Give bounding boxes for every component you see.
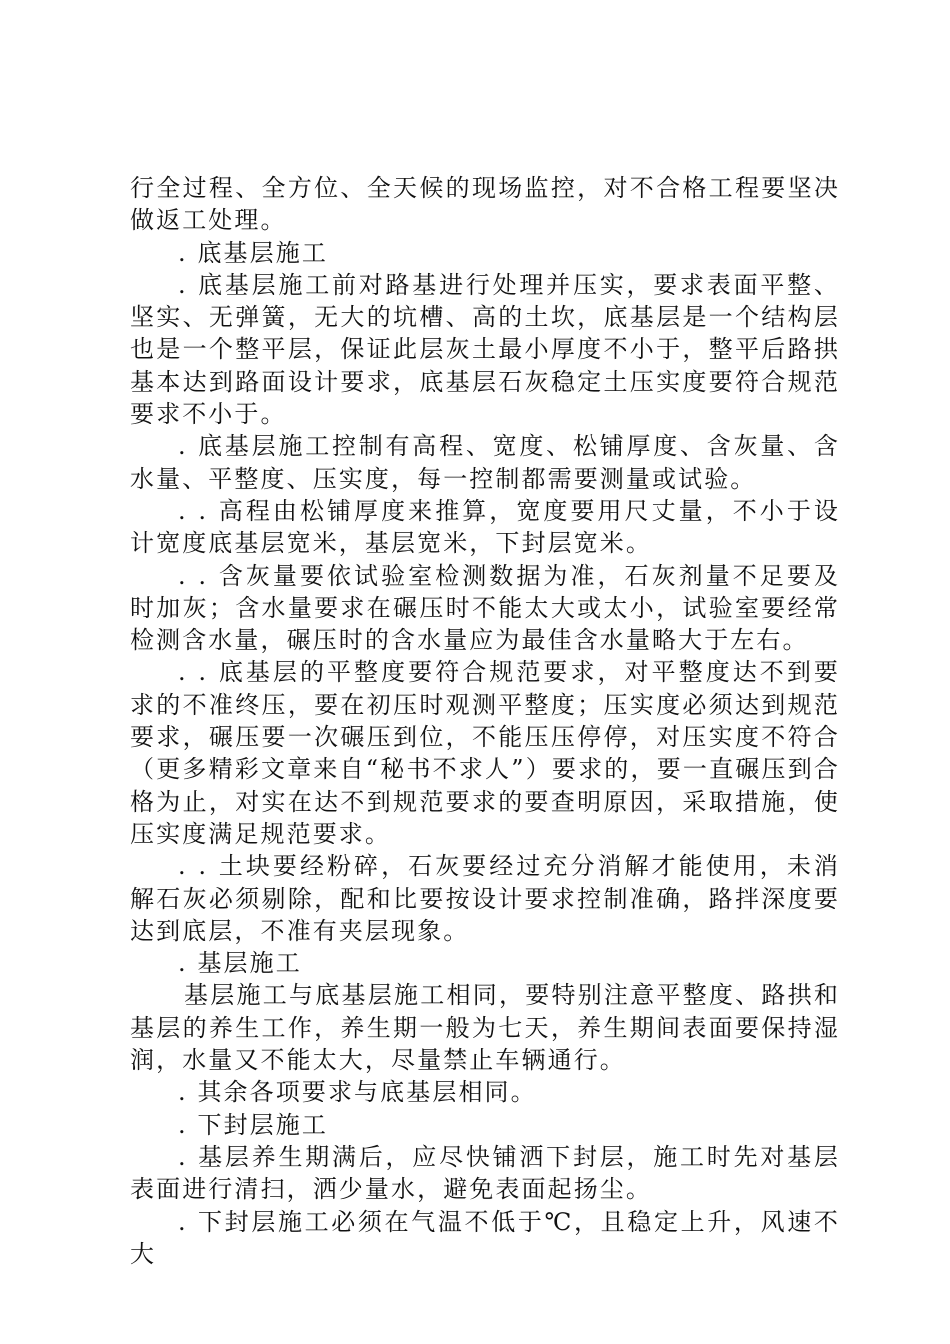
- paragraph-subbase-preparation: . 底基层施工前对路基进行处理并压实，要求表面平整、坚实、无弹簧，无大的坑槽、高的土坎，底基层是一个结构层也是一个整平层，保证此层灰土最小厚度不小于，整平后路拱基本达到路面设计要求，底基层石灰稳定土压实度要符合规范要求不小于。: [130, 270, 840, 429]
- paragraph-lower-seal-temperature: . 下封层施工必须在气温不低于℃，且稳定上升，风速不大: [130, 1207, 840, 1268]
- paragraph-subbase-control: . 底基层施工控制有高程、宽度、松铺厚度、含灰量、含水量、平整度、压实度，每一控制都需要测量或试验。: [130, 432, 840, 493]
- paragraph-base-construction: 基层施工与底基层施工相同，要特别注意平整度、路拱和基层的养生工作，养生期一般为七天，养生期间表面要保持湿润，水量又不能太大，尽量禁止车辆通行。: [130, 981, 840, 1075]
- paragraph-flatness-compaction: . . 底基层的平整度要符合规范要求，对平整度达不到要求的不准终压，要在初压时观测平整度；压实度必须达到规范要求，碾压要一次碾压到位，不能压压停停，对压实度不符合（更多精彩文章来自“秘书不求人”）要求的，要一直碾压到合格为止，对实在达不到规范要求的要查明原因，采取措施，使压实度满足规范要求。: [130, 658, 840, 848]
- document-body: [130, 172, 840, 1270]
- section-heading-base: . 基层施工: [178, 949, 302, 978]
- section-heading-subbase: . 底基层施工: [178, 238, 328, 267]
- paragraph-lime-water-content: . . 含灰量要依试验室检测数据为准，石灰剂量不足要及时加灰；含水量要求在碾压时不能太大或太小，试验室要经常检测含水量，碾压时的含水量应为最佳含水量略大于左右。: [130, 561, 840, 655]
- paragraph-other-requirements: . 其余各项要求与底基层相同。: [178, 1078, 537, 1107]
- paragraph-elevation-width: . . 高程由松铺厚度来推算，宽度要用尺丈量，不小于设计宽度底基层宽米，基层宽米，下封层宽米。: [130, 496, 840, 558]
- paragraph-lower-seal-cleaning: . 基层养生期满后，应尽快铺洒下封层，施工时先对基层表面进行清扫，洒少量水，避免表面起扬尘。: [130, 1142, 840, 1204]
- paragraph-continuation: 行全过程、全方位、全天候的现场监控，对不合格工程要坚决做返工处理。: [130, 174, 840, 235]
- paragraph-soil-lime-mixing: . . 土块要经粉碎，石灰要经过充分消解才能使用，未消解石灰必须剔除，配和比要按设计要求控制准确，路拌深度要达到底层，不准有夹层现象。: [130, 852, 840, 945]
- section-heading-lower-seal: . 下封层施工: [178, 1110, 328, 1139]
